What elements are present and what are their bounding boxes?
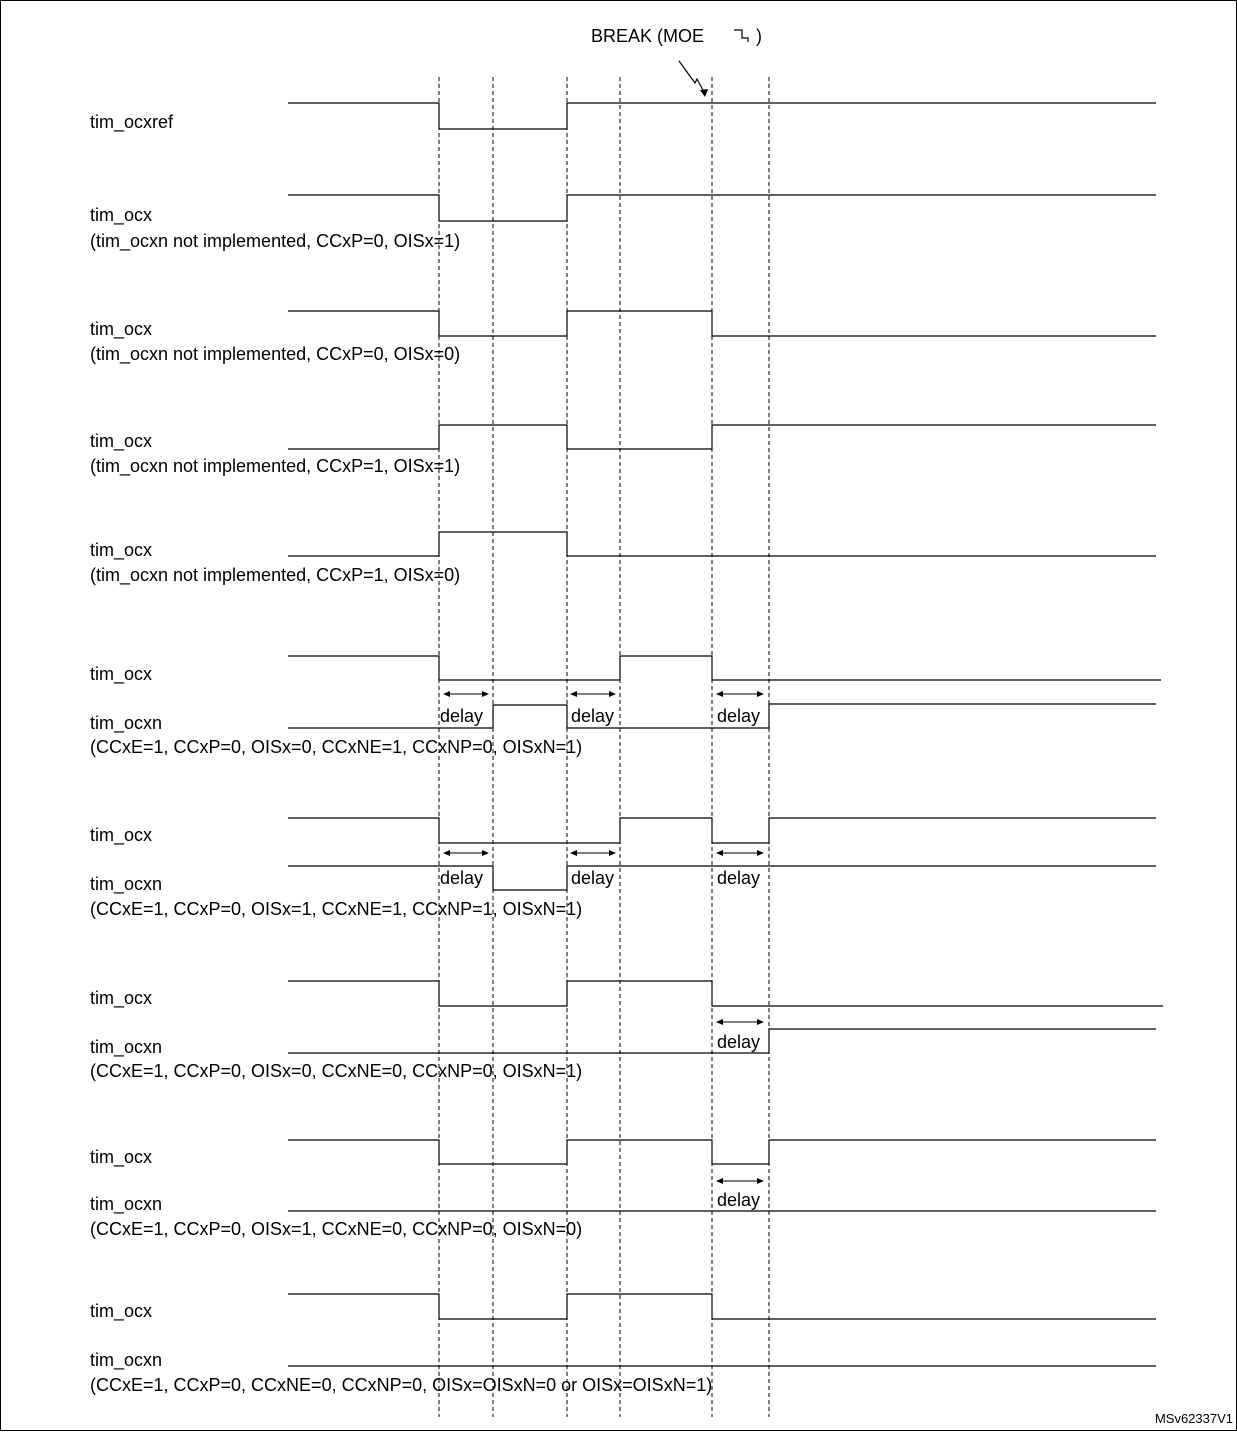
row-label: tim_ocx (90, 319, 153, 339)
waveform-ocx (288, 656, 1161, 680)
delay-label: delay (717, 868, 761, 888)
row-label: tim_ocxref (90, 112, 174, 132)
waveform-ocx (288, 425, 1156, 449)
arrow-left-icon (443, 691, 450, 697)
waveform-ocxref (288, 103, 1156, 129)
signal-labels (90, 112, 712, 1395)
waveform-ocx (288, 818, 1156, 843)
row-sublabel: (tim_ocxn not implemented, CCxP=0, OISx=1) (90, 231, 461, 251)
row-sublabel: (tim_ocxn not implemented, CCxP=1, OISx=1) (90, 456, 461, 476)
arrow-left-icon (716, 850, 723, 856)
row-label: tim_ocx (90, 431, 153, 451)
row-label: tim_ocx (90, 540, 153, 560)
row-label: tim_ocxn (90, 1194, 163, 1214)
arrow-right-icon (757, 1178, 764, 1184)
row-sublabel: (CCxE=1, CCxP=0, OISx=0, CCxNE=1, CCxNP=0, OISxN=1) (90, 737, 583, 757)
row-sublabel: (CCxE=1, CCxP=0, CCxNE=0, CCxNP=0, OISx=OISxN=0 or OISx=OISxN=1) (90, 1375, 713, 1395)
timing-diagram (1, 1, 1237, 1432)
break-label-end: ) (756, 26, 762, 46)
row-sublabel: (tim_ocxn not implemented, CCxP=0, OISx=0) (90, 344, 461, 364)
row-label: tim_ocx (90, 988, 153, 1008)
arrow-right-icon (757, 691, 764, 697)
row-label: tim_ocxn (90, 874, 163, 894)
row-label: tim_ocxn (90, 713, 163, 733)
delay-label: delay (571, 868, 615, 888)
arrow-right-icon (609, 691, 616, 697)
break-arrow-icon (679, 61, 705, 94)
falling-edge-icon (734, 30, 748, 42)
waveform-ocx (288, 532, 1156, 556)
delay-arrows (440, 691, 764, 1210)
arrow-left-icon (716, 691, 723, 697)
arrow-right-icon (609, 850, 616, 856)
delay-label: delay (717, 1190, 761, 1210)
waveforms (288, 103, 1163, 1366)
arrow-left-icon (716, 1019, 723, 1025)
waveform-ocx (288, 311, 1156, 336)
delay-label: delay (717, 706, 761, 726)
arrow-right-icon (482, 691, 489, 697)
waveform-ocx (288, 195, 1156, 221)
waveform-ocx (288, 1140, 1156, 1164)
arrow-right-icon (482, 850, 489, 856)
row-label: tim_ocx (90, 664, 153, 684)
arrow-left-icon (716, 1178, 723, 1184)
row-label: tim_ocx (90, 825, 153, 845)
row-sublabel: (CCxE=1, CCxP=0, OISx=1, CCxNE=1, CCxNP=1, OISxN=1) (90, 899, 583, 919)
arrow-right-icon (757, 1019, 764, 1025)
row-label: tim_ocx (90, 205, 153, 225)
arrow-right-icon (757, 850, 764, 856)
row-sublabel: (tim_ocxn not implemented, CCxP=1, OISx=0) (90, 565, 461, 585)
row-label: tim_ocx (90, 1301, 153, 1321)
break-label: BREAK (MOE (591, 26, 705, 46)
arrow-left-icon (570, 691, 577, 697)
delay-label: delay (571, 706, 615, 726)
delay-label: delay (717, 1032, 761, 1052)
row-label: tim_ocxn (90, 1037, 163, 1057)
waveform-ocx (288, 1294, 1156, 1319)
delay-label: delay (440, 706, 484, 726)
row-sublabel: (CCxE=1, CCxP=0, OISx=1, CCxNE=0, CCxNP=0, OISxN=0) (90, 1219, 583, 1239)
waveform-ocx (288, 981, 1163, 1006)
row-label: tim_ocx (90, 1147, 153, 1167)
arrow-left-icon (443, 850, 450, 856)
arrow-left-icon (570, 850, 577, 856)
break-arrowhead-icon (700, 89, 708, 97)
delay-label: delay (440, 868, 484, 888)
row-sublabel: (CCxE=1, CCxP=0, OISx=0, CCxNE=0, CCxNP=0, OISxN=1) (90, 1061, 583, 1081)
break-annotation (591, 26, 762, 97)
figure-id: MSv62337V1 (1154, 1411, 1233, 1426)
row-label: tim_ocxn (90, 1350, 163, 1370)
